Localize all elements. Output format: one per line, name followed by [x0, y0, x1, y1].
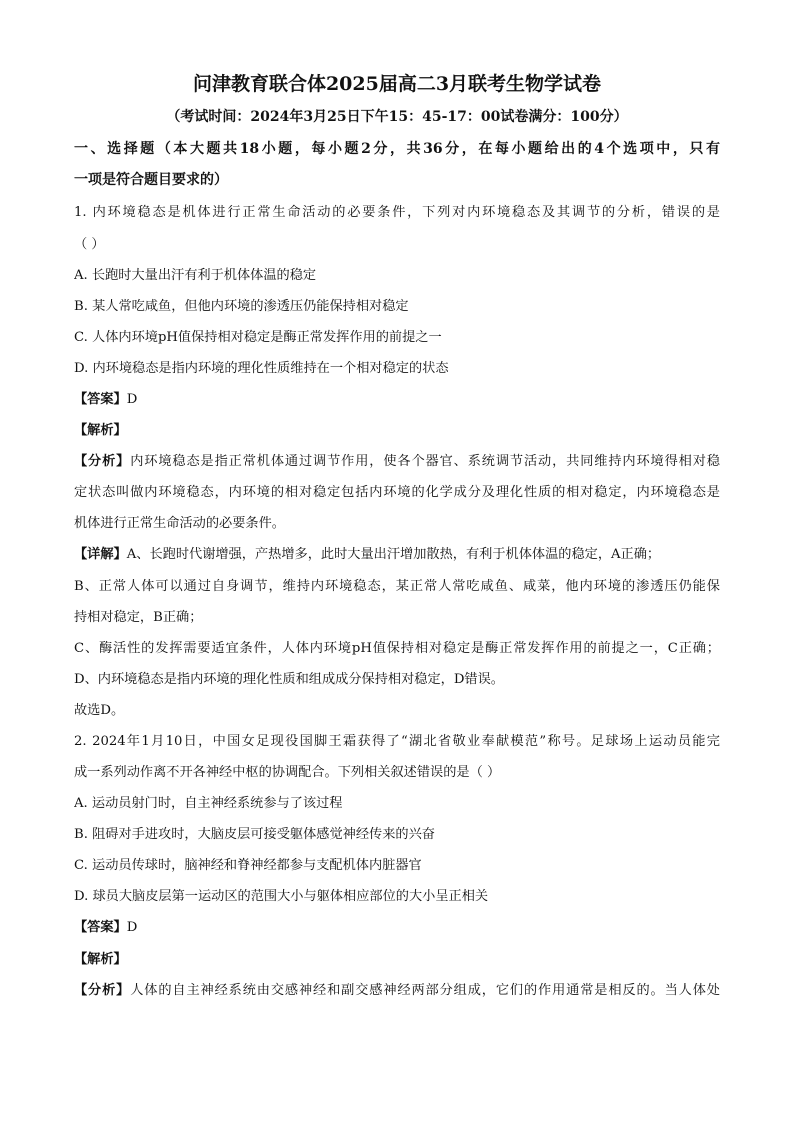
section-heading: 一、选择题（本大题共18小题，每小题2分，共36分，在每小题给出的4个选项中，只有 [74, 141, 720, 157]
q2-answer [74, 918, 720, 938]
q1-option-b: B. 某人常吃咸鱼，但他内环境的渗透压仍能保持相对稳定 [74, 299, 409, 314]
q1-analysis-tag [74, 421, 720, 441]
fenxi-text: 人体的自主神经系统由交感神经和副交感神经两部分组成，它们的作用通常是相反的。当人体处 [130, 983, 720, 998]
q1-stem-cont: （ ） [74, 237, 105, 252]
q1-option-a: A. 长跑时大量出汗有利于机体体温的稳定 [74, 268, 317, 283]
q1-xiangjie-4: C、酶活性的发挥需要适宜条件，人体内环境pH值保持相对稳定是酶正常发挥作用的前提之一，C正确； [74, 641, 720, 656]
q1-answer [74, 390, 720, 410]
q1-option-c: C. 人体内环境pH值保持相对稳定是酶正常发挥作用的前提之一 [74, 330, 442, 345]
q2-analysis-tag [74, 950, 720, 970]
fenxi-tag: 【分析】 [74, 454, 131, 469]
exam-info: （考试时间：2024年3月25日下午15：45-17：00试卷满分：100分） [166, 109, 628, 125]
q2-option-c: C. 运动员传球时，脑神经和脊神经都参与支配机体内脏器官 [74, 858, 422, 873]
q1-fenxi-2: 定状态叫做内环境稳态，内环境的相对稳定包括内环境的化学成分及理化性质的相对稳定，内环境稳态是 [74, 485, 720, 500]
q1-fenxi-3: 机体进行正常生命活动的必要条件。 [74, 516, 285, 531]
fenxi-tag: 【分析】 [74, 983, 131, 998]
section-heading-cont: 一项是符合题目要求的） [74, 172, 228, 188]
q1-option-d: D. 内环境稳态是指内环境的理化性质维持在一个相对稳定的状态 [74, 361, 449, 376]
xiangjie-tag: 【详解】 [74, 547, 127, 562]
fenxi-text: 内环境稳态是指正常机体通过调节作用，使各个器官、系统调节活动，共同维持内环境得相对稳 [130, 454, 720, 469]
q1-conclusion: 故选D。 [74, 703, 125, 718]
q2-stem: 2. 2024年1月10日，中国女足现役国脚王霜获得了“湖北省敬业奉献模范”称号。足球场上运动员能完 [74, 734, 720, 749]
q2-stem-cont: 成一系列动作离不开各神经中枢的协调配合。下列相关叙述错误的是（ ） [74, 765, 501, 780]
analysis-tag: 【解析】 [74, 952, 127, 967]
q1-xiangjie-5: D、内环境稳态是指内环境的理化性质和组成成分保持相对稳定，D错误。 [74, 672, 504, 687]
q1-xiangjie-1 [74, 545, 720, 565]
answer-tag: 【答案】 [74, 920, 127, 935]
q1-xiangjie-3: 持相对稳定，B正确； [74, 610, 203, 625]
q1-stem: 1. 内环境稳态是机体进行正常生命活动的必要条件，下列对内环境稳态及其调节的分析，错误的是 [74, 205, 720, 220]
q1-xiangjie-2: B、正常人体可以通过自身调节，维持内环境稳态，某正常人常吃咸鱼、咸菜，他内环境的渗透压仍能保 [74, 579, 720, 594]
q2-option-b: B. 阻碍对手进攻时，大脑皮层可接受躯体感觉神经传来的兴奋 [74, 827, 435, 842]
page-title: 问津教育联合体2025届高二3月联考生物学试卷 [192, 73, 602, 95]
answer-value: D [126, 392, 138, 407]
xiangjie-text: A、长跑时代谢增强，产热增多，此时大量出汗增加散热，有利于机体体温的稳定，A正确； [126, 547, 661, 562]
q1-fenxi-1 [74, 452, 720, 472]
answer-tag: 【答案】 [74, 392, 127, 407]
q2-fenxi-1 [74, 981, 720, 1001]
analysis-tag: 【解析】 [74, 423, 127, 438]
answer-value: D [126, 920, 138, 935]
q2-option-a: A. 运动员射门时，自主神经系统参与了该过程 [74, 796, 343, 811]
q2-option-d: D. 球员大脑皮层第一运动区的范围大小与躯体相应部位的大小呈正相关 [74, 889, 489, 904]
